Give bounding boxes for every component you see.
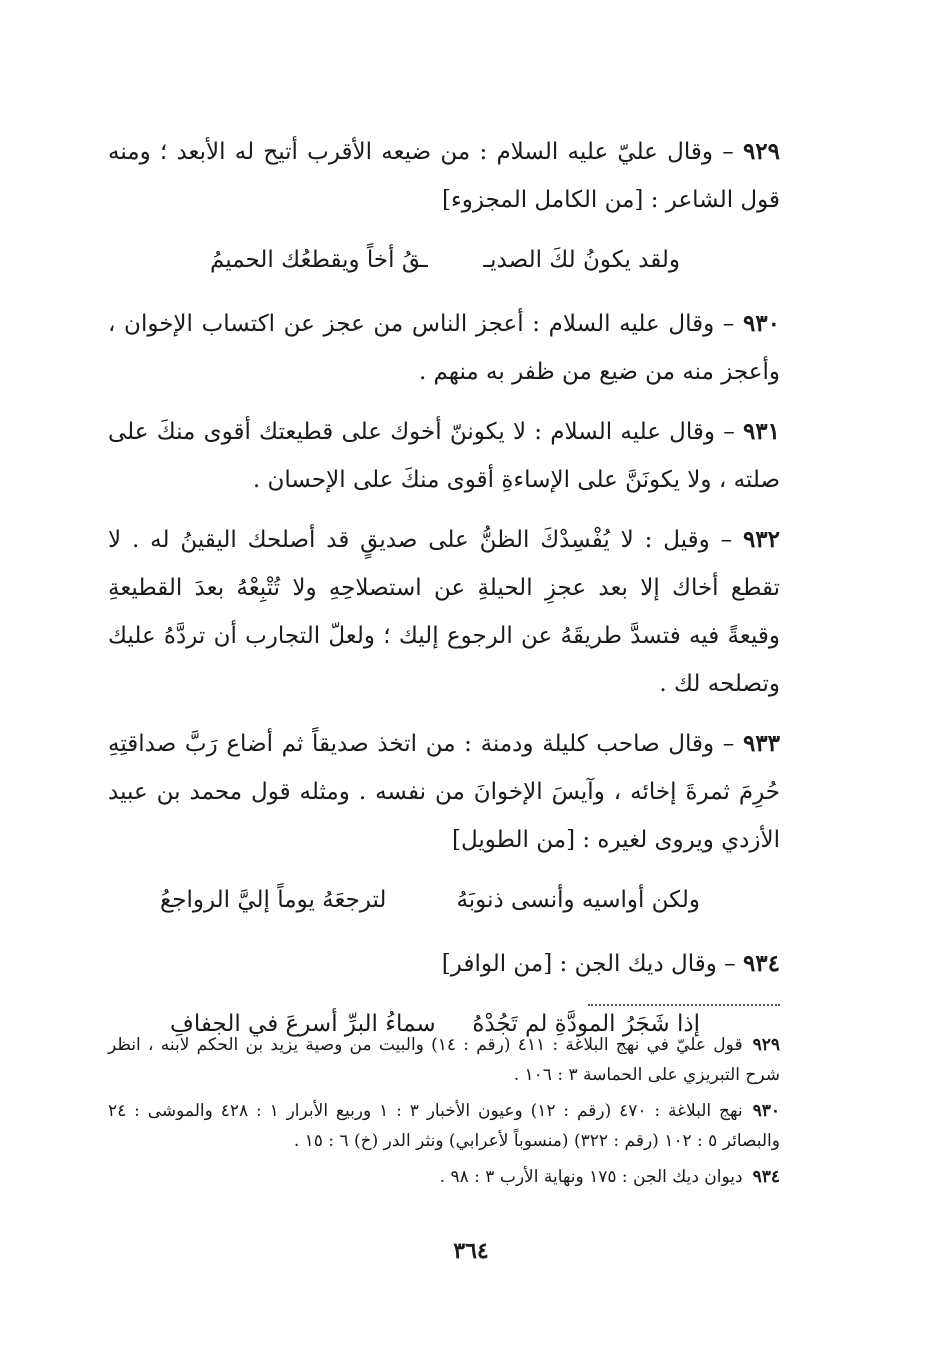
footnote-number: ٩٣٠: [752, 1101, 780, 1121]
entry-text: – وقال ديك الجن : [من الوافر]: [441, 951, 743, 977]
entry-text: – وقال عليّ عليه السلام : من ضيعه الأقرب أتيح له الأبعد ؛ ومنه قول الشاعر : [من الكامل المجزوء]: [108, 139, 780, 213]
entry-text: – وقال صاحب كليلة ودمنة : من اتخذ صديقاً ثم أضاع رَبَّ صداقتِهِ حُرِمَ ثمرةَ إخائه ، وآيسَ الإخوانَ من نفسه . ومثله قول محمد بن عبيد الأزدي ويروى لغيره : [من الطويل]: [108, 731, 780, 853]
entry-number: ٩٣١: [742, 418, 780, 445]
main-text: [108, 128, 780, 1064]
entry-931: [108, 408, 780, 504]
verse-1: [210, 236, 680, 284]
entry-text: – وقيل : لا يُفْسِدْكَ الظنُّ على صديقٍ قد أصلحك اليقينُ له . لا تقطع أخاك إلا بعد عجزِ الحيلةِ عن استصلاحِهِ ولا تُتْبِعْهُ بعدَ القطيعةِ وقيعةً فيه فتسدَّ طريقَهُ عن الرجوع إليك ؛ ولعلّ التجارب أن تردَّهُ عليك وتصلحه لك .: [108, 527, 780, 697]
footnote-text: قول عليّ في نهج البلاغة : ٤١١ (رقم : ١٤) والبيت من وصية يزيد بن الحكم لابنه ، انظر شرح التبريزي على الحماسة ٣ : ١٠٦ .: [108, 1035, 780, 1085]
entry-930: [108, 300, 780, 396]
page-number: ٣٦٤: [453, 1238, 489, 1264]
entry-text: – وقال عليه السلام : لا يكوننّ أخوك على قطيعتك أقوى منكَ على صلته ، ولا يكونَنَّ على الإساءةِ أقوى منكَ على الإحسان .: [108, 419, 780, 493]
verse-first-hemistich: إذا شَجَرُ المودَّةِ لم تَجُدْهُ: [472, 1011, 700, 1037]
entry-number: ٩٣٢: [742, 526, 780, 553]
entry-932: [108, 516, 780, 708]
entry-text: – وقال عليه السلام : أعجز الناس من عجز عن اكتساب الإخوان ، وأعجز منه من ضيع من ظفر به منهم .: [108, 311, 780, 385]
verse-second-hemistich: لترجعَهُ يوماً إليَّ الرواجعُ: [160, 887, 387, 913]
verse-second-hemistich: سماءُ البرِّ أسرعَ في الجفافِ: [170, 1011, 436, 1037]
footnote-number: ٩٣٤: [752, 1167, 780, 1187]
verse-first-hemistich: ولكن أواسيه وأنسى ذنوبَهُ: [456, 887, 700, 913]
entry-number: ٩٢٩: [742, 138, 780, 165]
footnote-text: نهج البلاغة : ٤٧٠ (رقم : ١٢) وعيون الأخبار ٣ : ١ وربيع الأبرار ١ : ٤٢٨ والموشى : ٢٤ والبصائر ٥ : ١٠٢ (رقم : ٣٢٢) (منسوباً لأعرابي) ونثر الدر (خ) ٦ : ١٥ .: [108, 1101, 780, 1151]
footnote-929: [108, 1030, 780, 1090]
entry-929: [108, 128, 780, 224]
entry-934: [108, 940, 780, 988]
footnote-number: ٩٢٩: [752, 1035, 780, 1055]
footnotes: [108, 1030, 780, 1198]
footnote-text: ديوان ديك الجن : ١٧٥ ونهاية الأرب ٣ : ٩٨ .: [439, 1167, 743, 1187]
footnote-930: [108, 1096, 780, 1156]
entry-number: ٩٣٣: [742, 730, 781, 757]
verse-2: [160, 876, 700, 924]
verse-second-hemistich: ـقُ أخاً ويقطعُك الحميمُ: [210, 247, 428, 273]
entry-number: ٩٣٤: [742, 950, 780, 977]
verse-first-hemistich: ولقد يكونُ لكَ الصديـ: [483, 247, 680, 273]
entry-number: ٩٣٠: [742, 310, 781, 337]
footnote-934: [108, 1162, 780, 1192]
footnote-divider: [588, 1004, 780, 1006]
entry-933: [108, 720, 780, 864]
